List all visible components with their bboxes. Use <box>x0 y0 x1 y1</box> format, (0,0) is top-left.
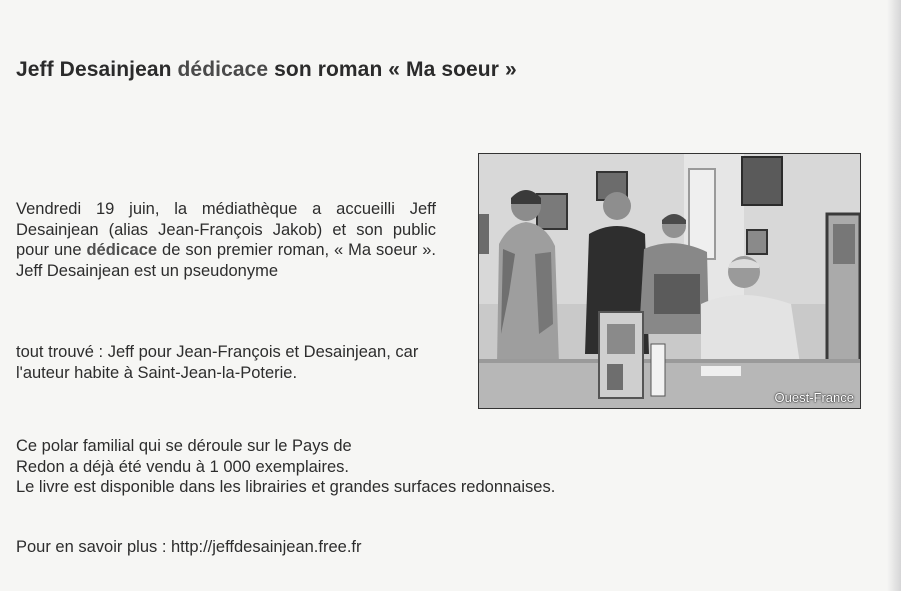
scan-edge-shadow <box>887 0 901 591</box>
paragraph-3-line-1: Ce polar familial qui se déroule sur le Pays de <box>16 437 352 455</box>
paragraph-3-line-2: Redon a déjà été vendu à 1 000 exemplaires. <box>16 457 349 476</box>
photo-credit: Ouest-France <box>774 390 854 405</box>
article-paragraph-1 <box>16 199 436 281</box>
article-paragraph-4: Pour en savoir plus : http://jeffdesainjean.free.fr <box>16 538 362 556</box>
headline-part-3: son roman « Ma soeur » <box>268 58 517 81</box>
paragraph-1-keyword: dédicace <box>86 241 158 259</box>
headline-keyword: dédicace <box>177 58 269 81</box>
paragraph-1-part-3: de son premier roman, « Ma soeur ». Jeff Desainjean est un pseudonyme <box>16 241 436 280</box>
paragraph-1-part-1: Vendredi 19 juin, la médiathèque a accueilli Jeff Desainjean (alias Jean-François Jakob) et son public pour une <box>16 200 436 259</box>
paragraph-3-line-3: Le livre est disponible dans les librairies et grandes surfaces redonnaises. <box>16 478 556 496</box>
article-photo <box>478 153 861 409</box>
article-paragraph-2: tout trouvé : Jeff pour Jean-François et Desainjean, car l'auteur habite à Saint-Jean-la-Poterie. <box>16 343 419 382</box>
article-paragraph-3 <box>16 436 736 498</box>
headline-part-1: Jeff Desainjean <box>16 58 178 81</box>
photo-illustration <box>479 154 860 408</box>
article-headline <box>16 58 517 82</box>
